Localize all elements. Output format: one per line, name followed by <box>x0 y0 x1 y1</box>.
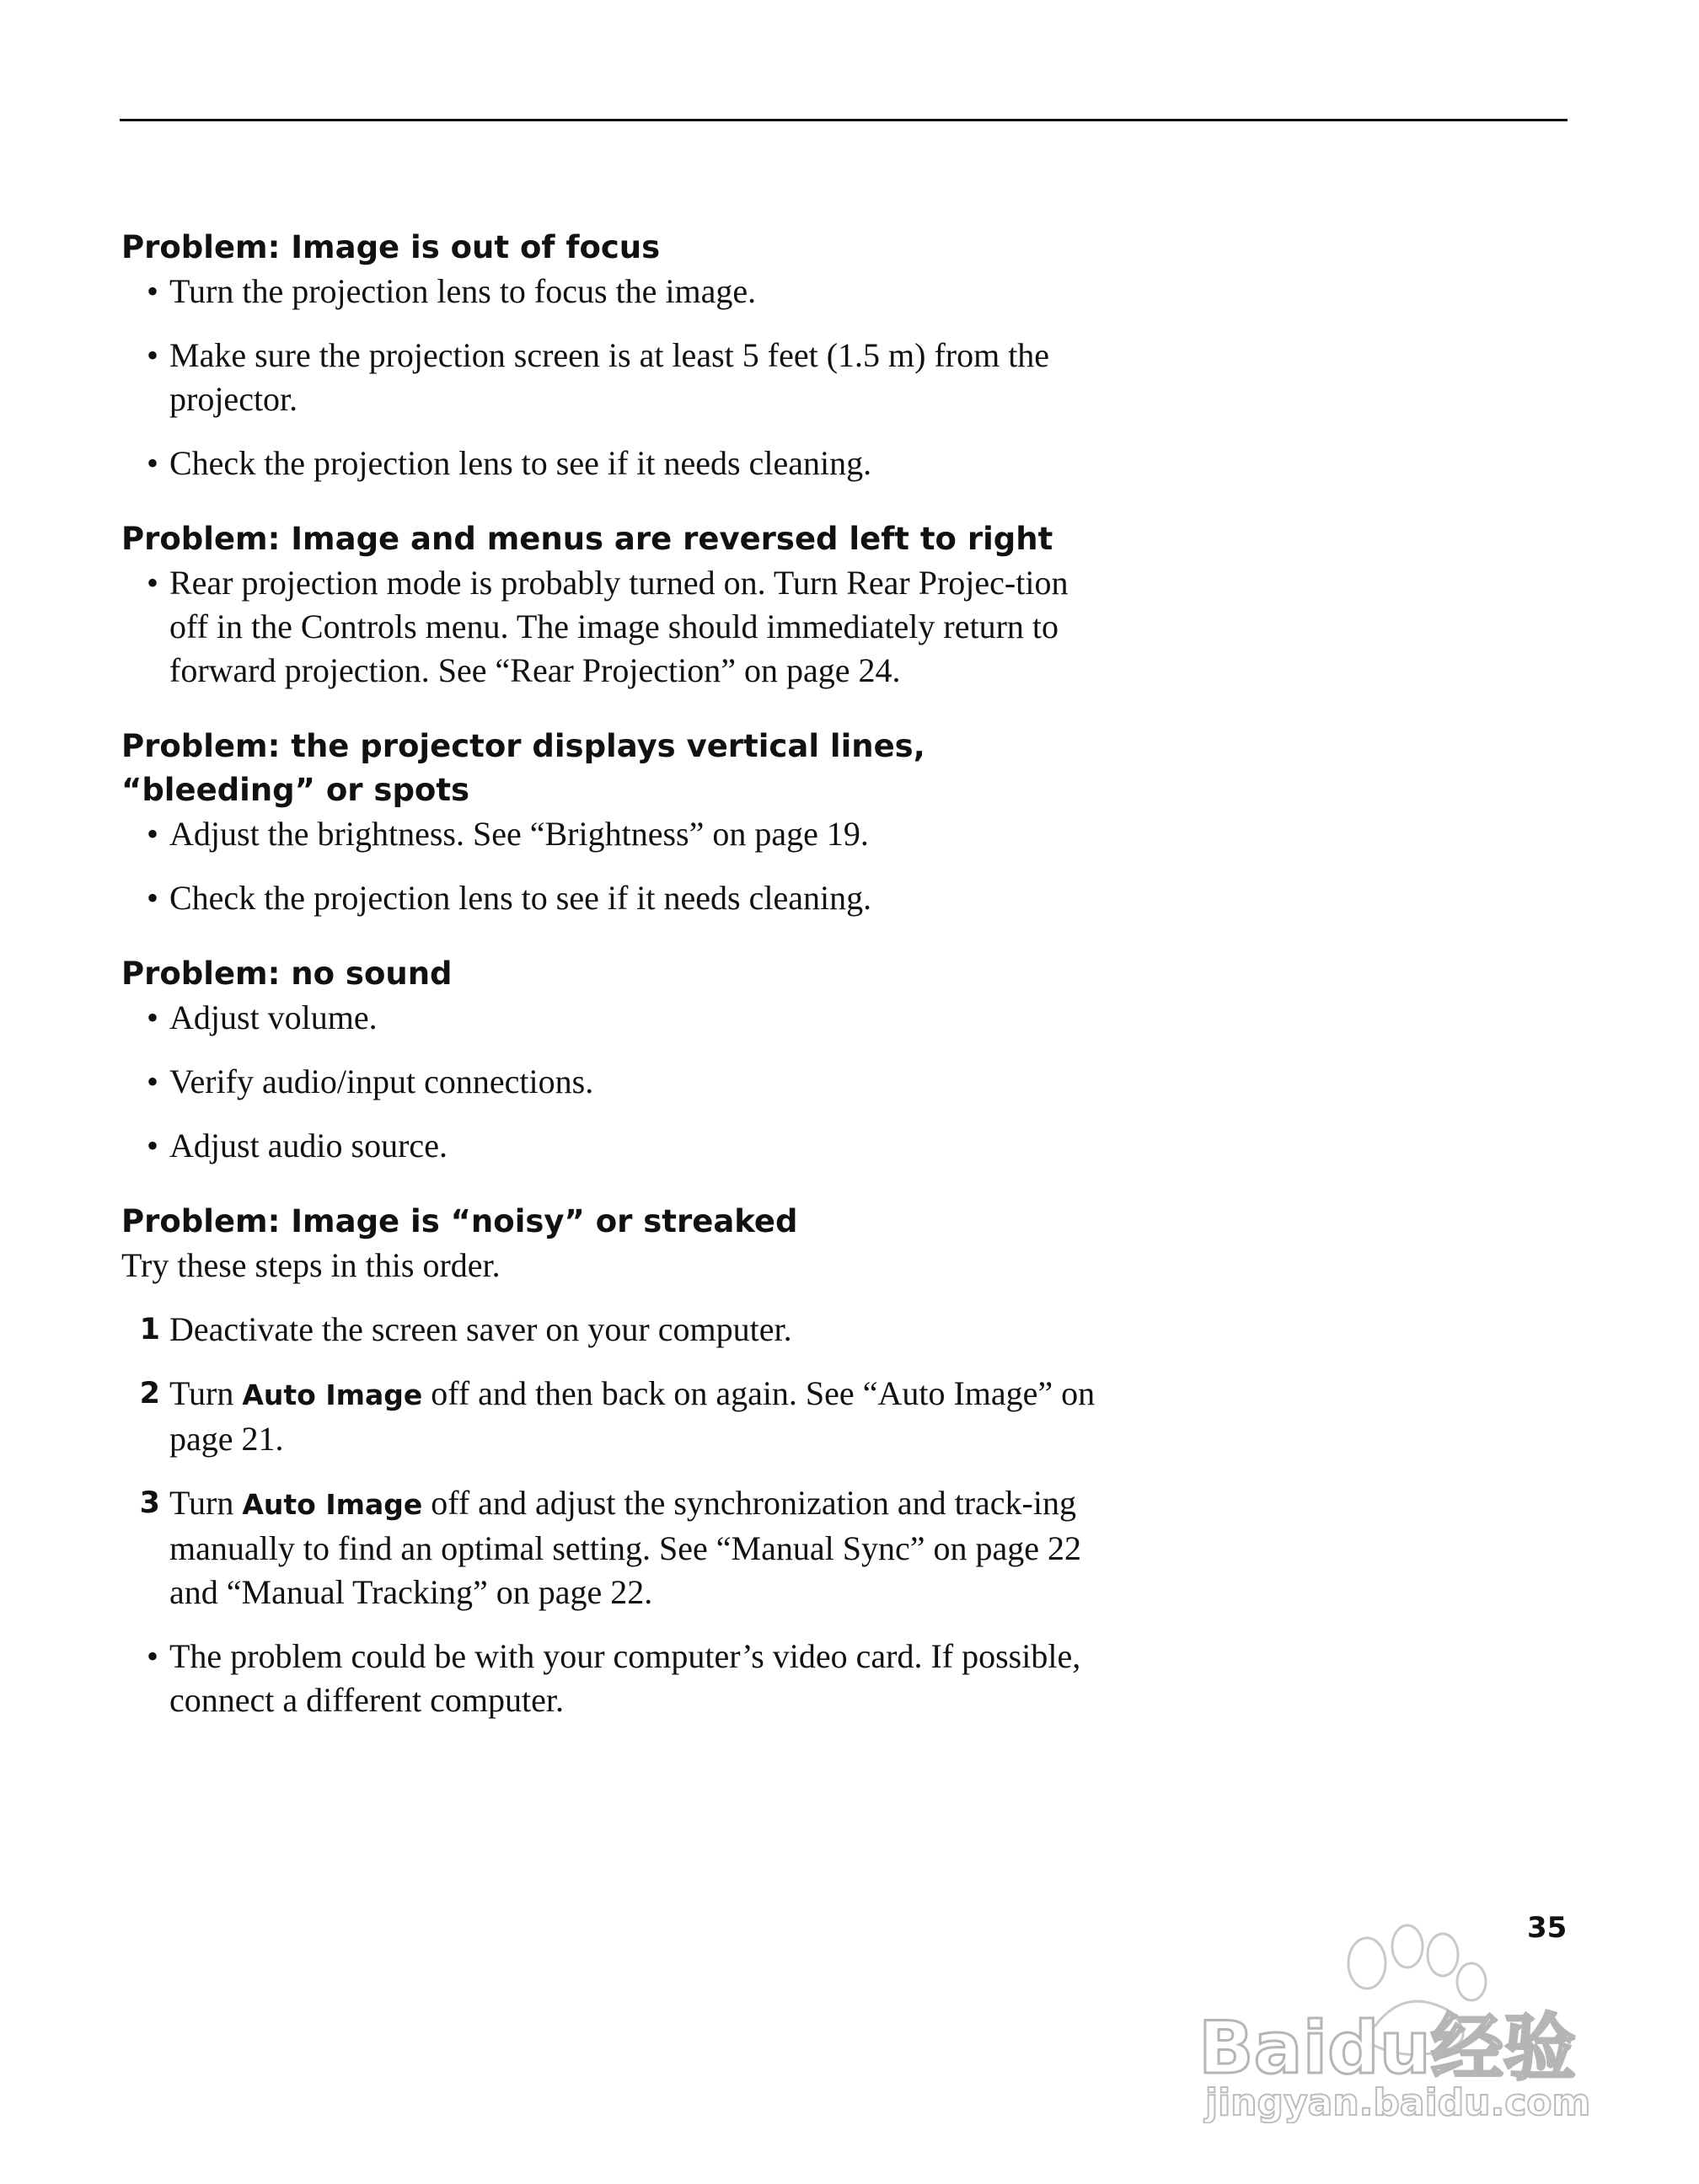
list-item-text: Adjust audio source. <box>169 1127 448 1164</box>
bullet-icon: • <box>147 998 159 1036</box>
page-number: 35 <box>1527 1911 1568 1945</box>
list-item-text: Adjust the brightness. See “Brightness” on page 19. <box>169 815 869 853</box>
bullet-icon: • <box>147 1127 159 1164</box>
section-vertical-lines <box>121 725 1099 920</box>
header-rule <box>120 119 1568 121</box>
ui-term-auto-image: Auto Image <box>242 1378 423 1411</box>
step-number: 2 <box>139 1377 160 1410</box>
bullet-icon: • <box>147 444 159 482</box>
list-item <box>121 1060 1099 1104</box>
step-text: Turn <box>169 1484 243 1522</box>
numbered-step <box>121 1308 1099 1352</box>
section-heading: Problem: no sound <box>121 956 453 992</box>
watermark-url: jingyan.baidu.com <box>1205 2081 1591 2123</box>
list-item <box>121 561 1099 693</box>
list-item-text: Adjust volume. <box>169 998 378 1036</box>
list-item-text: Turn the projection lens to focus the image. <box>169 272 757 310</box>
step-text: Deactivate the screen saver on your computer. <box>169 1310 792 1348</box>
step-text: off and then back on again. See “Auto Image” on page 21. <box>169 1374 1096 1458</box>
list-item <box>121 442 1099 485</box>
section-heading: Problem: Image is “noisy” or streaked <box>121 1203 798 1239</box>
list-item-text: Check the projection lens to see if it needs cleaning. <box>169 444 872 482</box>
section-no-sound <box>121 952 1099 1168</box>
bullet-icon: • <box>147 272 159 310</box>
bullet-icon: • <box>147 1063 159 1100</box>
step-number: 3 <box>139 1486 160 1520</box>
section-reversed <box>121 517 1099 693</box>
bullet-icon: • <box>147 815 159 853</box>
step-number: 1 <box>139 1313 160 1346</box>
step-text: Turn <box>169 1374 243 1412</box>
list-item-text: The problem could be with your computer’s video card. If possible, connect a different computer. <box>169 1637 1081 1719</box>
section-heading: Problem: the projector displays vertical lines, “bleeding” or spots <box>121 728 925 808</box>
list-item <box>121 270 1099 313</box>
list-item <box>121 876 1099 920</box>
list-item-text: Make sure the projection screen is at least 5 feet (1.5 m) from the projector. <box>169 336 1050 418</box>
step-text: off and adjust the synchronization and track-ing manually to find an optimal setting. See “Manual Sync” on page 22 and “Manual Tracking” on page 22. <box>169 1484 1081 1611</box>
list-item <box>121 812 1099 856</box>
troubleshooting-content <box>121 226 1099 1722</box>
watermark-text: Baidu经验 <box>1198 2006 1576 2090</box>
numbered-step <box>121 1481 1099 1614</box>
list-item-text: Verify audio/input connections. <box>169 1063 594 1100</box>
section-out-of-focus <box>121 226 1099 485</box>
bullet-icon: • <box>147 879 159 917</box>
list-item-text: Check the projection lens to see if it needs cleaning. <box>169 879 872 917</box>
list-item <box>121 1635 1099 1722</box>
list-item <box>121 996 1099 1040</box>
bullet-icon: • <box>147 336 159 374</box>
section-intro: Try these steps in this order. <box>121 1246 501 1284</box>
list-item-text: Rear projection mode is probably turned on. Turn Rear Projec-tion off in the Controls menu. The image should immediately return to forward projection. See “Rear Projection” on page 24. <box>169 564 1069 689</box>
ui-term-auto-image: Auto Image <box>242 1488 423 1521</box>
bullet-icon: • <box>147 1637 159 1675</box>
section-heading: Problem: Image is out of focus <box>121 229 661 265</box>
numbered-step <box>121 1372 1099 1461</box>
section-heading: Problem: Image and menus are reversed left to right <box>121 521 1053 557</box>
list-item <box>121 1124 1099 1168</box>
list-item <box>121 334 1099 421</box>
bullet-icon: • <box>147 564 159 602</box>
section-noisy <box>121 1200 1099 1722</box>
